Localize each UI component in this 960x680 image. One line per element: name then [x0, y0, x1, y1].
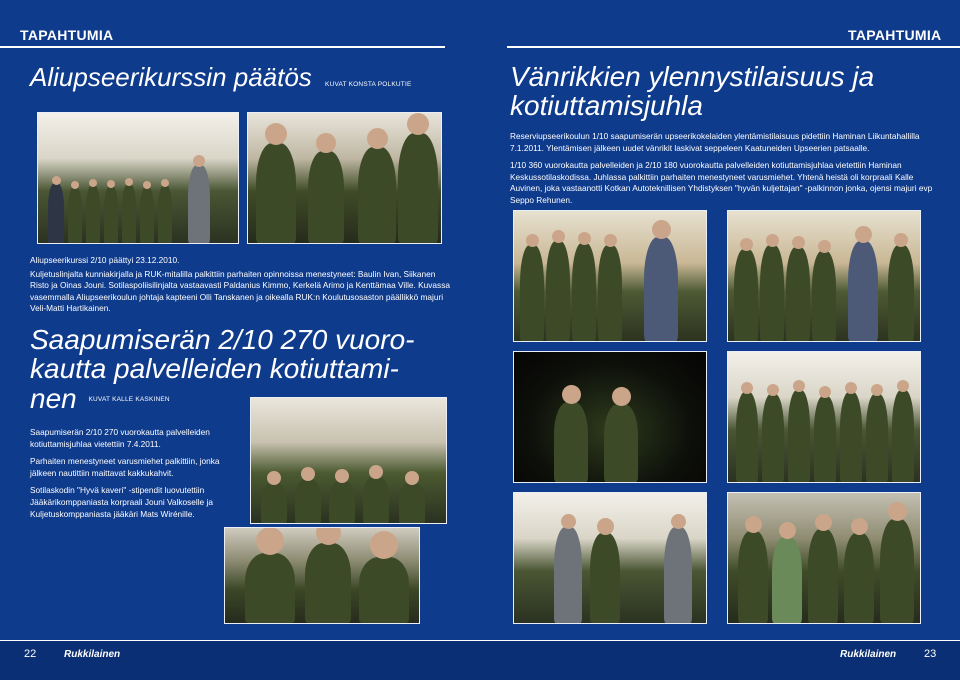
person-head-shape	[316, 133, 336, 153]
photo-coffee-table	[247, 112, 442, 244]
article2-para3: Sotilaskodin "Hyvä kaveri" -stipendit luovutettiin Jääkärikomppaniasta korpraali Jouni Valkoselle ja Kuljetuskomppaniasta jääkäri Mats Wirénille.	[30, 485, 213, 519]
photo-cake-coffee	[224, 527, 420, 624]
person-head-shape	[871, 384, 883, 396]
person-head-shape	[316, 527, 341, 545]
photo-award-diplomas	[727, 351, 921, 483]
person-head-shape	[815, 514, 832, 531]
person-head-shape	[561, 514, 576, 529]
photo-promotion-handshake-1	[513, 210, 707, 342]
person-head-shape	[779, 522, 796, 539]
person-head-shape	[741, 382, 753, 394]
magazine-name-left: Rukkilainen	[64, 649, 121, 660]
right-article-body	[510, 131, 935, 213]
right-title-line2: kotiuttamisjuhla	[510, 90, 703, 122]
person-head-shape	[71, 181, 79, 189]
article2-para2: Parhaiten menestyneet varusmiehet palkittiin, jonka jälkeen nautittiin maittavat kakkukahvit.	[30, 456, 220, 478]
article2-body	[30, 427, 240, 526]
page-number-left: 22	[24, 648, 37, 660]
person-head-shape	[855, 226, 872, 243]
photo-seated-audience	[250, 397, 447, 524]
article1-caption-body: Kuljetuslinjalta kunniakirjalla ja RUK-mitalilla palkittiin parhaiten opinnoissa menestyneet: Baulin Ivan, Siikanen Risto ja Oinas Jouni. Sotilaspoliisilinjalta vastaavasti Paldanius Kimmo, Kerkelä Arimo ja Kenttämaa Ville. Kuvassa vasemmalla Aliupseerikoulun johtaja kapteeni Olli Tanskanen ja oikealla RUK:n Koulutusosaston päällikkö majuri Veli-Matti Hartikainen.	[30, 268, 450, 314]
person-head-shape	[766, 234, 779, 247]
article2-para1: Saapumiserän 2/10 270 vuorokautta palvelleiden kotiuttamisjuhlaa vietettiin 7.4.2011.	[30, 427, 210, 449]
article1-caption-title: Aliupseerikurssi 2/10 päättyi 23.12.2010.	[30, 255, 180, 265]
person-head-shape	[335, 469, 349, 483]
right-para1: Reserviupseerikoulun 1/10 saapumiserän upseerikokelaiden ylentämistilaisuus pidettiin Haminan Liikuntahallilla 7.1.2011. Ylentämisen jälkeen uudet vänrikit laskivat seppeleen Kaatuneiden Upseerien patsaalle.	[510, 131, 920, 153]
person-head-shape	[369, 465, 383, 479]
article2-title-line3: nen	[30, 382, 77, 414]
footer-bar	[0, 640, 960, 680]
right-title-line1: Vänrikkien ylennystilaisuus ja	[510, 61, 875, 92]
right-para2: 1/10 360 vuorokautta palvelleiden ja 2/10 180 vuorokautta palvelleiden kotiuttamisjuhlaa vietettiin Haminan Keskussotilaskodissa. Juhlassa palkittiin parhaiten menestyneet varusmiehet. Yhtenä heistä oli korpraali Kalle Auvinen, joka vastaanotti Kotkan Autoteknillisen Yhdistyksen "hyvän kuljettajan" -palkinnon jonka, ojensi majuri evp Seppo Rehunen.	[510, 160, 933, 205]
person-head-shape	[597, 518, 614, 535]
person-head-shape	[845, 382, 857, 394]
person-head-shape	[819, 386, 831, 398]
person-head-shape	[793, 380, 805, 392]
photo-party-guests	[727, 492, 921, 624]
photo-promotion-handshake-2	[727, 210, 921, 342]
section-tag-right: TAPAHTUMIA	[848, 27, 942, 43]
person-head-shape	[578, 232, 591, 245]
section-tag-left: TAPAHTUMIA	[20, 27, 114, 43]
person-head-shape	[740, 238, 753, 251]
person-head-shape	[193, 155, 205, 167]
person-head-shape	[652, 220, 671, 239]
photo-graduation-group	[37, 112, 239, 244]
person-head-shape	[767, 384, 779, 396]
page-number-right: 23	[924, 648, 937, 660]
person-head-shape	[267, 471, 281, 485]
article1-title	[30, 64, 411, 91]
article2-photo-credit: KUVAT KALLE KASKINEN	[88, 395, 170, 403]
person-head-shape	[897, 380, 909, 392]
person-head-shape	[818, 240, 831, 253]
person-head-shape	[671, 514, 686, 529]
person-head-shape	[562, 385, 581, 404]
person-head-shape	[256, 527, 284, 555]
person-head-shape	[888, 502, 907, 521]
article2-title-line2: kautta palvelleiden kotiuttami-	[30, 353, 399, 385]
article1-caption	[30, 255, 450, 321]
person-head-shape	[89, 179, 97, 187]
photo-award-recipients	[513, 492, 707, 624]
person-head-shape	[301, 467, 315, 481]
person-head-shape	[851, 518, 868, 535]
person-head-shape	[52, 176, 61, 185]
person-head-shape	[370, 531, 398, 559]
person-head-shape	[367, 128, 388, 149]
person-head-shape	[407, 113, 429, 135]
person-head-shape	[143, 181, 151, 189]
person-head-shape	[526, 234, 539, 247]
person-head-shape	[107, 180, 115, 188]
header-rule-right	[507, 46, 960, 48]
article2-title-line1: Saapumiserän 2/10 270 vuoro-	[30, 324, 415, 355]
right-article-title	[510, 62, 950, 121]
person-head-shape	[612, 387, 631, 406]
photo-wreath-laying	[513, 351, 707, 483]
article1-photo-credit: KUVAT KONSTA POLKUTIE	[325, 81, 412, 88]
person-head-shape	[161, 179, 169, 187]
article1-title-text: Aliupseerikurssin päätös	[30, 62, 312, 92]
person-head-shape	[894, 233, 908, 247]
person-head-shape	[552, 230, 565, 243]
person-head-shape	[405, 471, 419, 485]
person-head-shape	[125, 178, 133, 186]
header-rule-left	[0, 46, 445, 48]
person-head-shape	[745, 516, 762, 533]
person-head-shape	[265, 123, 287, 145]
person-head-shape	[604, 234, 617, 247]
magazine-name-right: Rukkilainen	[840, 649, 897, 660]
person-head-shape	[792, 236, 805, 249]
